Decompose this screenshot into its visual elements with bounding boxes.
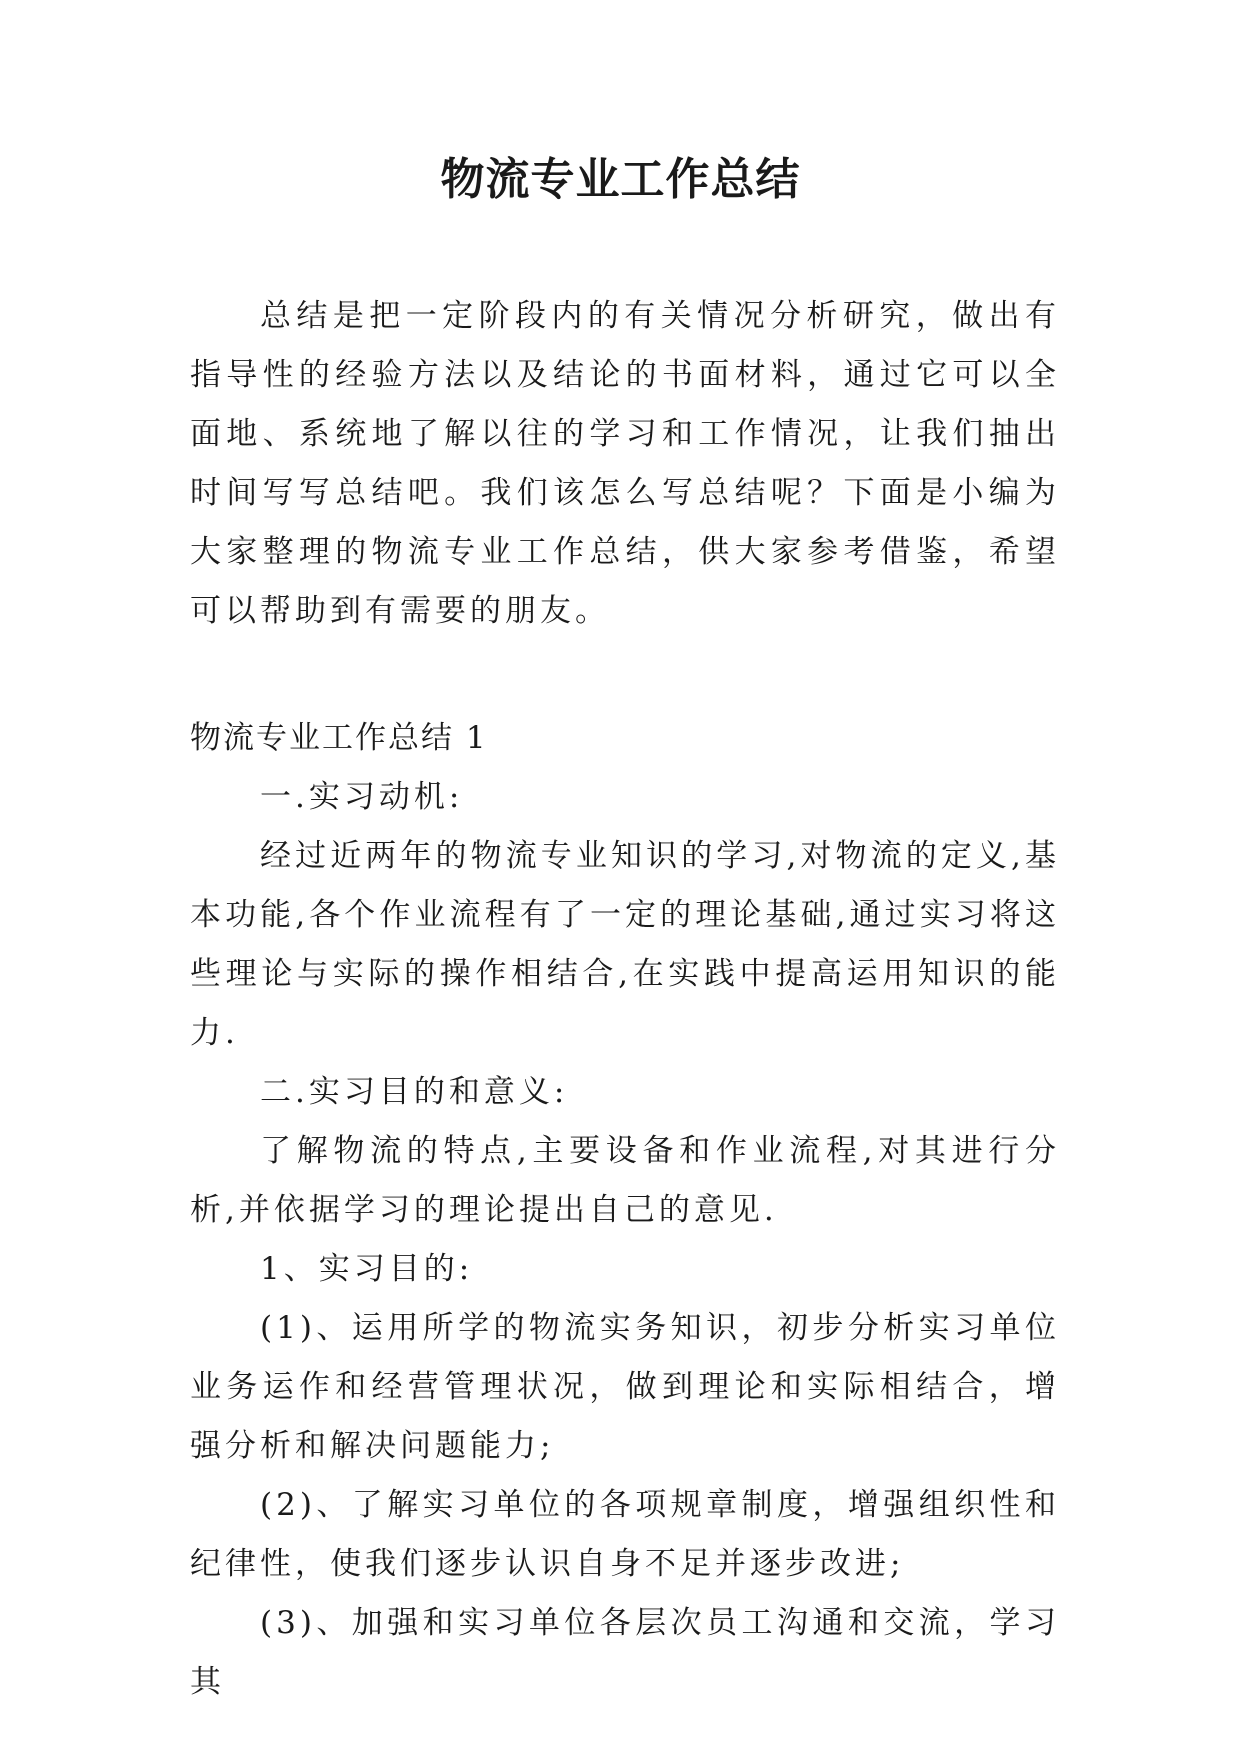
list-item-purpose-3: (3)、加强和实习单位各层次员工沟通和交流，学习其 bbox=[190, 1605, 1060, 1700]
document-body bbox=[190, 287, 1060, 1712]
heading-practice-motivation: 一.实习动机: bbox=[260, 779, 464, 815]
list-item-purpose-2: (2)、了解实习单位的各项规章制度，增强组织性和纪律性，使我们逐步认识自身不足并逐步改进; bbox=[190, 1487, 1060, 1582]
paragraph-motivation-body: 经过近两年的物流专业知识的学习,对物流的定义,基本功能,各个作业流程有了一定的理论基础,通过实习将这些理论与实际的操作相结合,在实践中提高运用知识的能力. bbox=[190, 838, 1060, 1051]
document-title: 物流专业工作总结 bbox=[440, 154, 801, 205]
paragraph-purpose-body: 了解物流的特点,主要设备和作业流程,对其进行分析,并依据学习的理论提出自己的意见. bbox=[190, 1133, 1060, 1228]
list-item-purpose-1: (1)、运用所学的物流实务知识，初步分析实习单位业务运作和经营管理状况，做到理论和实际相结合，增强分析和解决问题能力; bbox=[190, 1310, 1060, 1464]
intro-paragraph: 总结是把一定阶段内的有关情况分析研究，做出有指导性的经验方法以及结论的书面材料，通过它可以全面地、系统地了解以往的学习和工作情况，让我们抽出时间写写总结吧。我们该怎么写总结呢？下面是小编为大家整理的物流专业工作总结，供大家参考借鉴，希望可以帮助到有需要的朋友。 bbox=[190, 298, 1060, 629]
heading-practice-purpose: 1、实习目的: bbox=[260, 1251, 474, 1287]
section-title: 物流专业工作总结 1 bbox=[190, 720, 488, 756]
heading-purpose-and-meaning: 二.实习目的和意义: bbox=[260, 1074, 569, 1110]
